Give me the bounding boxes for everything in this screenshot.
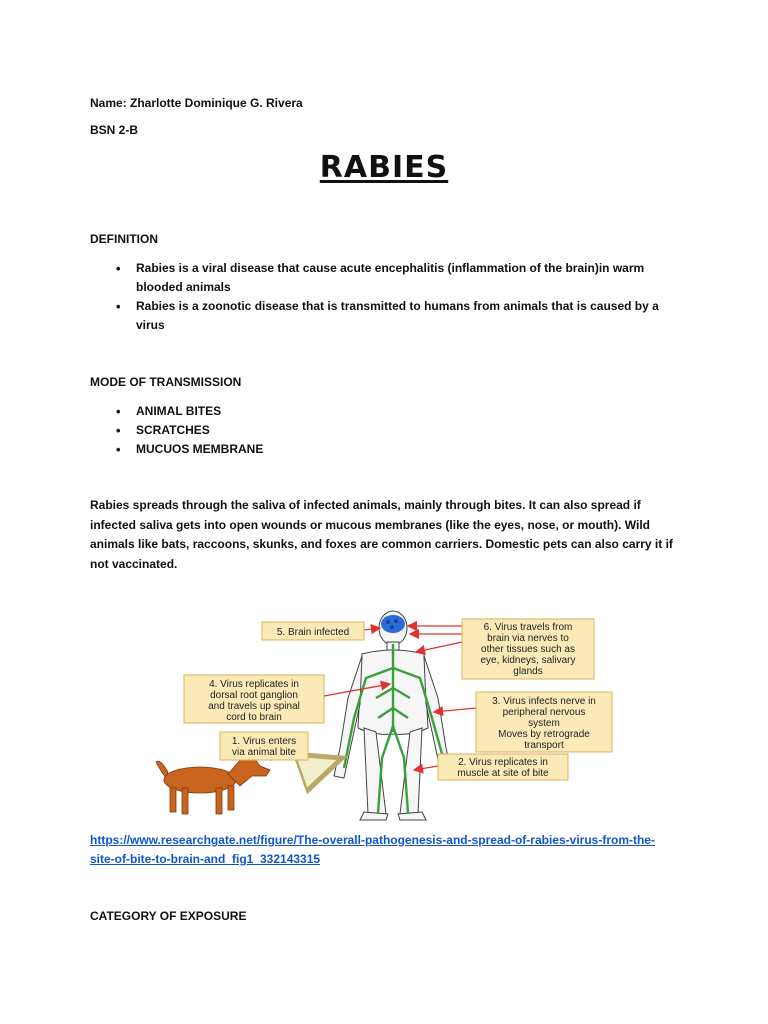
callout-line: other tissues such as	[481, 644, 575, 655]
transmission-paragraph: Rabies spreads through the saliva of infected animals, mainly through bites. It can also spread if infected saliva gets into open wounds or mucous membranes (like the eyes, nose, or mouth). Wild animals like bats, raccoons, skunks, and foxes are common carriers. Domestic pets can also carry it if not vaccinated.	[90, 498, 673, 571]
source-link-line[interactable]: site-of-bite-to-brain-and_fig1_332143315	[90, 852, 321, 866]
list-item: • SCRATCHES	[90, 421, 490, 440]
human-body-illustration	[334, 611, 452, 820]
callout-line: dorsal root ganglion	[210, 690, 298, 701]
list-item: • MUCUOS MEMBRANE	[90, 440, 490, 459]
callout-line: 3. Virus infects nerve in	[492, 696, 596, 707]
callout-line: transport	[524, 740, 564, 751]
callout-peripheral-nerve	[476, 692, 612, 752]
callout-virus-travels	[462, 619, 594, 679]
callout-line: 5. Brain infected	[276, 627, 350, 638]
callout-line: via animal bite	[232, 747, 296, 758]
callout-line: 6. Virus travels from	[483, 622, 573, 633]
callout-line: and travels up spinal	[208, 701, 300, 712]
transmission-heading: MODE OF TRANSMISSION	[90, 375, 242, 389]
callout-line: system	[528, 718, 560, 729]
callout-line: 2. Virus replicates in	[458, 757, 548, 768]
callout-line: Moves by retrograde	[498, 729, 590, 740]
callout-dorsal-root	[184, 675, 324, 723]
student-section: BSN 2-B	[90, 123, 139, 137]
callout-line: 1. Virus enters	[231, 736, 297, 747]
student-name: Name: Zharlotte Dominique G. Rivera	[90, 96, 303, 110]
callout-brain-infected	[262, 622, 364, 640]
brain-icon	[381, 615, 405, 633]
document-title: RABIES	[319, 150, 449, 185]
callout-line: muscle at site of bite	[457, 768, 549, 779]
list-item: • Rabies is a zoonotic disease that is transmitted to humans from animals that is caused by a virus	[90, 297, 680, 335]
callout-virus-enters	[220, 732, 308, 760]
list-item: • ANIMAL BITES	[90, 402, 490, 421]
callout-line: glands	[513, 666, 543, 677]
definition-heading: DEFINITION	[90, 232, 158, 246]
source-link[interactable]	[90, 831, 690, 869]
callout-line: peripheral nervous	[502, 707, 586, 718]
category-heading: CATEGORY OF EXPOSURE	[90, 909, 247, 923]
source-link-line[interactable]: https://www.researchgate.net/figure/The-overall-pathogenesis-and-spread-of-rabies-virus-from-the-	[90, 833, 655, 847]
callout-muscle-replication	[438, 754, 568, 780]
callout-line: brain via nerves to	[487, 633, 569, 644]
callout-line: eye, kidneys, salivary	[480, 655, 576, 666]
transmission-list	[90, 402, 490, 459]
rabies-pathogenesis-figure	[150, 608, 620, 824]
callout-line: 4. Virus replicates in	[209, 679, 299, 690]
callout-line: cord to brain	[226, 712, 282, 723]
definition-list	[90, 259, 680, 335]
list-item: • Rabies is a viral disease that cause acute encephalitis (inflammation of the brain)in warm blooded animals	[90, 259, 680, 297]
